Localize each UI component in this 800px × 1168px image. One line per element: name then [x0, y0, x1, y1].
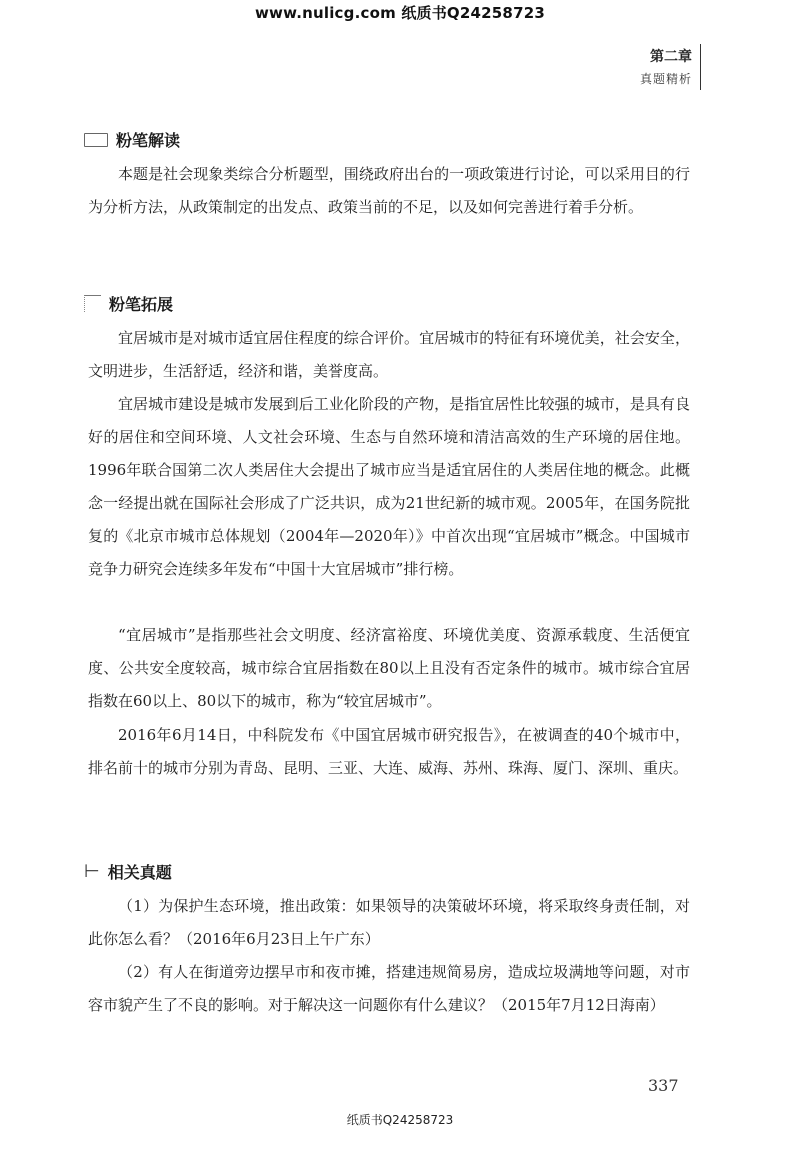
- section-title: 粉笔拓展: [109, 295, 174, 314]
- extension-paragraph: “宜居城市”是指那些社会文明度、经济富裕度、环境优美度、资源承载度、生活便宜度、公共安全度较高，城市综合宜居指数在80以上且没有否定条件的城市。城市综合宜居指数在60以上、80以下的城市，称为“较宜居城市”。: [88, 626, 690, 710]
- note-box-icon: [84, 133, 108, 147]
- section-title: 粉笔解读: [116, 131, 181, 150]
- related-question-item: （2）有人在街道旁边摆早市和夜市摊，搭建违规简易房，造成垃圾满地等问题，对市容市貌产生了不良的影响。对于解决这一问题你有什么建议？（2015年7月12日海南）: [88, 963, 690, 1014]
- related-questions-icon: ⊢: [84, 861, 100, 882]
- chapter-divider: [700, 44, 701, 90]
- top-watermark: www.nulicg.com 纸质书Q24258723: [255, 4, 545, 22]
- interpretation-paragraph: 本题是社会现象类综合分析题型，围绕政府出台的一项政策进行讨论，可以采用目的行为分析方法，从政策制定的出发点、政策当前的不足，以及如何完善进行着手分析。: [88, 165, 690, 216]
- extension-paragraph: 2016年6月14日，中科院发布《中国宜居城市研究报告》，在被调查的40个城市中，排名前十的城市分别为青岛、昆明、三亚、大连、威海、苏州、珠海、厦门、深圳、重庆。: [88, 726, 690, 777]
- section-title: 相关真题: [107, 863, 172, 882]
- chapter-title: 第二章: [650, 49, 692, 65]
- extension-paragraph: 宜居城市是对城市适宜居住程度的综合评价。宜居城市的特征有环境优美，社会安全，文明进步，生活舒适，经济和谐，美誉度高。: [88, 329, 690, 380]
- bottom-watermark: 纸质书Q24258723: [346, 1113, 454, 1127]
- extension-paragraph: 宜居城市建设是城市发展到后工业化阶段的产物，是指宜居性比较强的城市，是具有良好的居住和空间环境、人文社会环境、生态与自然环境和清洁高效的生产环境的居住地。1996年联合国第二次人类居住大会提出了城市应当是适宜居住的人类居住地的概念。此概念一经提出就在国际社会形成了广泛共识，成为21世纪新的城市观。2005年，在国务院批复的《北京市城市总体规划（2004年—2020年）》中首次出现“宜居城市”概念。中国城市竞争力研究会连续多年发布“中国十大宜居城市”排行榜。: [88, 395, 690, 578]
- related-question-item: （1）为保护生态环境，推出政策：如果领导的决策破坏环境，将采取终身责任制，对此你怎么看？（2016年6月23日上午广东）: [88, 897, 690, 948]
- chapter-subtitle: 真题精析: [639, 72, 692, 86]
- section-heading-related: [84, 860, 172, 883]
- section-heading-interpretation: [84, 128, 180, 151]
- page-number: 337: [648, 1076, 679, 1095]
- chapter-header: [640, 46, 692, 87]
- extension-icon: [84, 295, 101, 312]
- section-heading-extension: [84, 292, 173, 315]
